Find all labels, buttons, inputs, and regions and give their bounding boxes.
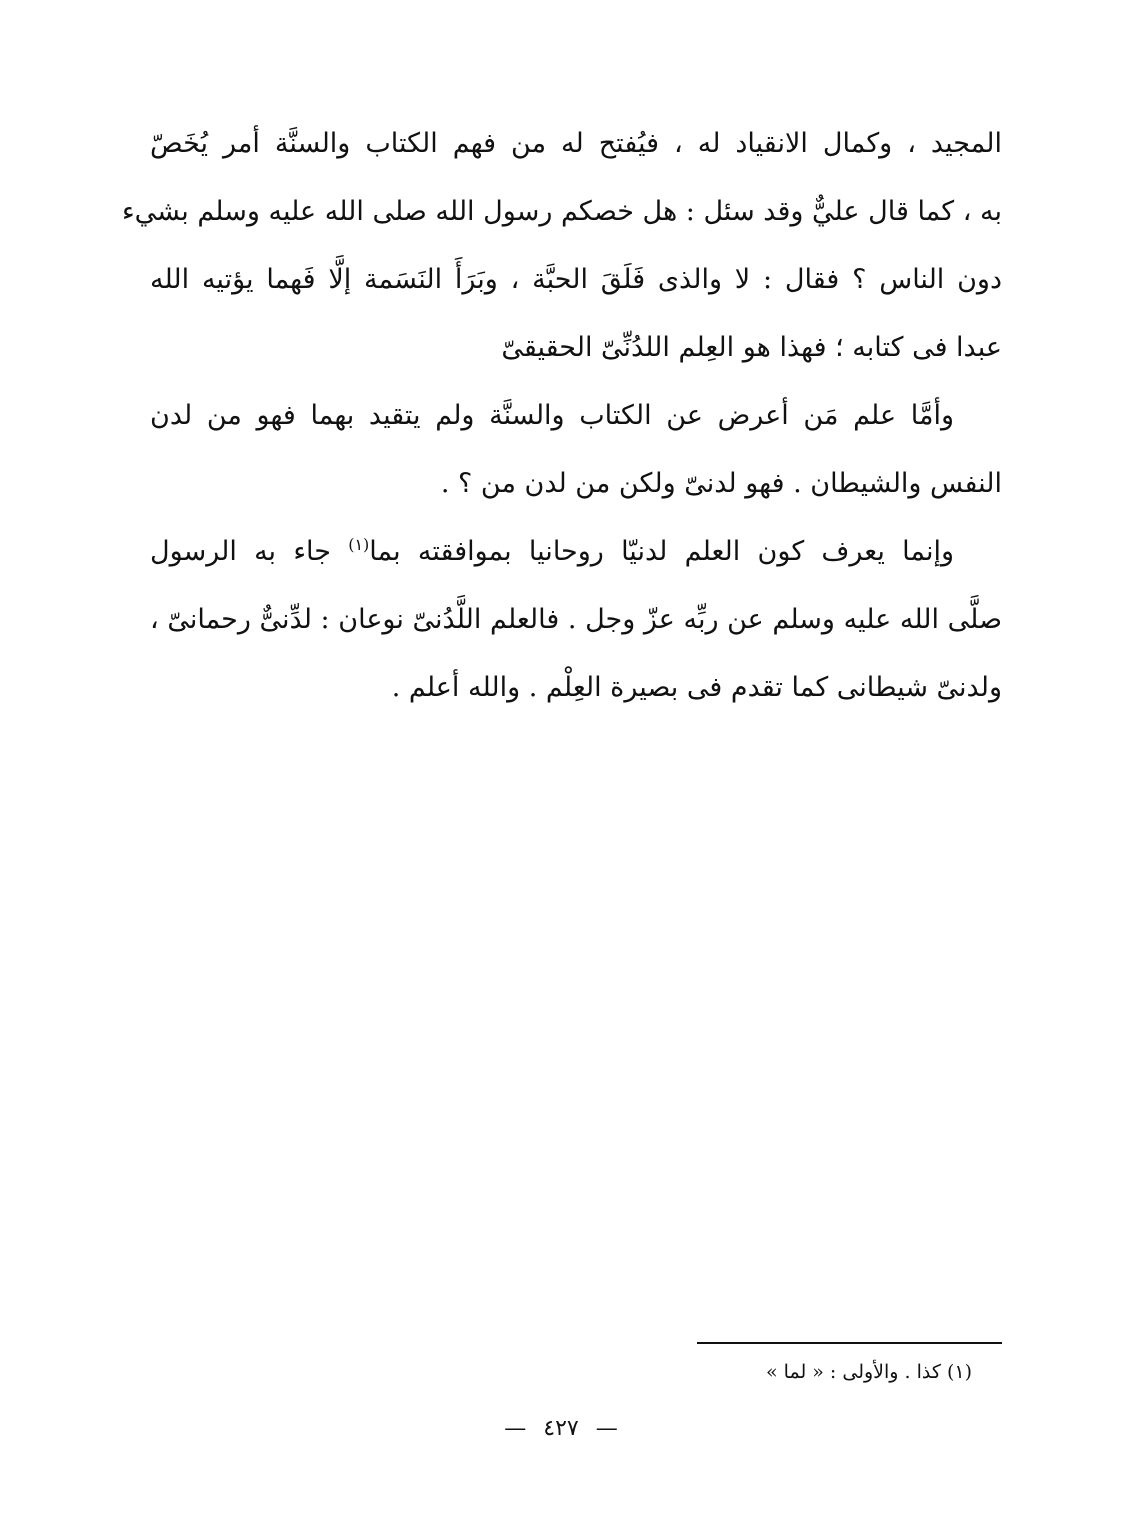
paragraph-1-line-3: دون الناس ؟ فقال : لا والذى فَلَقَ الحبَّة ، وبَرَأَ النَسَمة إلَّا فَهما يؤتيه الله	[150, 264, 1002, 295]
footnote-marker: (١)	[946, 1361, 972, 1383]
paragraph-3-line-1	[150, 518, 1002, 586]
paragraph-1-line-4: عبدا فى كتابه ؛ فهذا هو العِلم اللدُنِّىّ الحقيقىّ	[501, 332, 1002, 363]
paragraph-3-line-2: صلَّى الله عليه وسلم عن ربِّه عزّ وجل . فالعلم اللَّدُنىّ نوعان : لدِّنىٌّ رحمانىّ ،	[150, 604, 1002, 635]
paragraph-3	[150, 518, 1002, 722]
paragraph-1	[121, 110, 1002, 382]
page-number-value: ٤٢٧	[543, 1416, 579, 1441]
page-number-dash-left: —	[504, 1416, 527, 1441]
paragraph-2-line-1: وأمَّا علم مَن أعرض عن الكتاب والسنَّة ولم يتقيد بهما فهو من لدن	[150, 400, 954, 431]
paragraph-3-line-1-text-before: وإنما يعرف كون العلم لدنيّا روحانيا بموافقته بما	[369, 536, 955, 567]
footnote-text: كذا . والأولى : « لما »	[766, 1361, 941, 1383]
paragraph-3-line-3: ولدنىّ شيطانى كما تقدم فى بصيرة العِلْم . والله أعلم .	[391, 672, 1002, 703]
page-number	[0, 1414, 1122, 1444]
paragraph-2-line-2: النفس والشيطان . فهو لدنىّ ولكن من لدن من ؟ .	[440, 468, 1002, 499]
paragraph-2	[150, 382, 1002, 518]
footnote-reference: (١)	[348, 535, 370, 554]
paragraph-1-line-1: المجيد ، وكمال الانقياد له ، فيُفتح له من فهم الكتاب والسنَّة أمر يُخَصّ	[150, 128, 1002, 159]
page-number-dash-right: —	[595, 1416, 618, 1441]
paragraph-3-line-1-text-after: جاء به الرسول	[150, 536, 349, 567]
footnote	[766, 1357, 972, 1387]
footnote-separator	[697, 1342, 1002, 1344]
paragraph-1-line-2: به ، كما قال عليٌّ وقد سئل : هل خصكم رسول الله صلى الله عليه وسلم بشيء	[121, 196, 1002, 227]
